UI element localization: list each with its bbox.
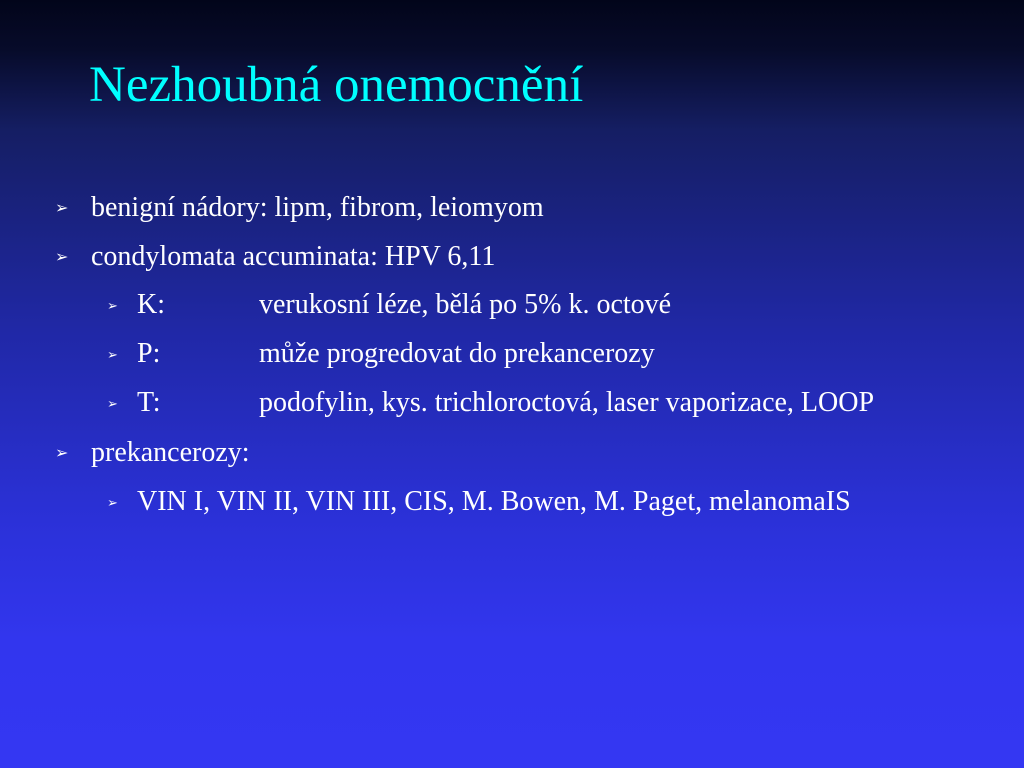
arrow-bullet-icon: ➢ (55, 200, 69, 217)
arrow-bullet-icon: ➢ (55, 249, 69, 266)
sub-bullet-description: verukosní léze, bělá po 5% k. octové (259, 289, 672, 320)
sub-bullet-text: VIN I, VIN II, VIN III, CIS, M. Bowen, M. Paget, melanomaIS (137, 486, 851, 517)
bullet-text: benigní nádory: lipm, fibrom, leiomyom (91, 192, 544, 223)
arrow-bullet-icon: ➢ (107, 347, 118, 362)
slide-title: Nezhoubná onemocnění (89, 57, 584, 113)
arrow-bullet-icon: ➢ (55, 445, 69, 462)
bullet-text: condylomata accuminata: HPV 6,11 (91, 241, 496, 272)
sub-bullet-term: K: (137, 289, 165, 320)
sub-bullet-description: podofylin, kys. trichloroctová, laser vaporizace, LOOP (259, 387, 875, 418)
arrow-bullet-icon: ➢ (107, 396, 118, 411)
sub-bullet-term: T: (137, 387, 161, 418)
arrow-bullet-icon: ➢ (107, 495, 118, 510)
sub-bullet-term: P: (137, 338, 161, 369)
sub-bullet-description: může progredovat do prekancerozy (259, 338, 655, 369)
arrow-bullet-icon: ➢ (107, 298, 118, 313)
bullet-text: prekancerozy: (91, 437, 250, 468)
